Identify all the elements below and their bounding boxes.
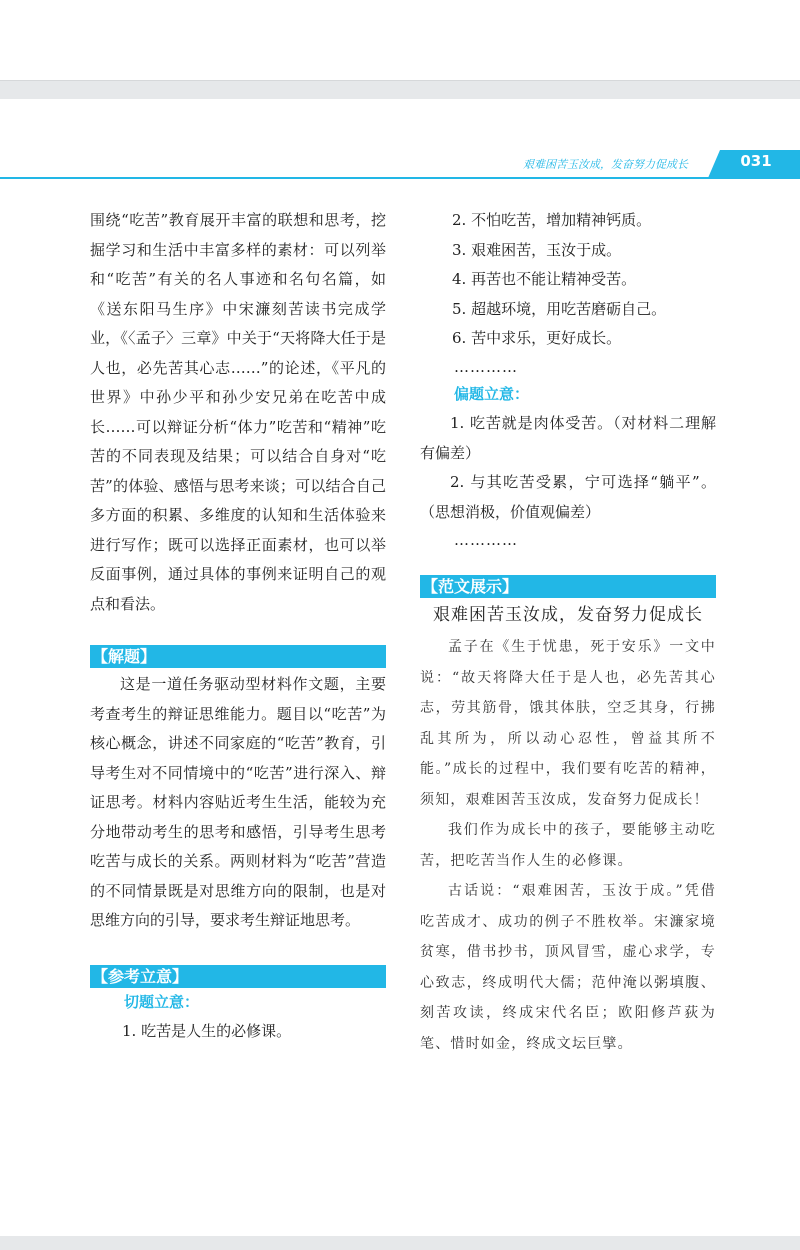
jieti-paragraph: 这是一道任务驱动型材料作文题，主要考查考生的辩证思维能力。题目以“吃苦”为核心概念，讲述不同家庭的“吃苦”教育，引导考生对不同情境中的“吃苦”进行深入、辩证思考。材料内容贴近考生生活，能较为充分地带动考生的思考和感悟，引导考生思考吃苦与成长的关系。两则材料为“吃苦”营造的不同情景既是对思维方向的限制，也是对思维方向的引导，要求考生辩证地思考。 — [90, 675, 386, 929]
essay-paragraph: 古话说：“艰难困苦，玉汝于成。”凭借吃苦成才、成功的例子不胜枚举。宋濂家境贫寒，借书抄书，顶风冒雪，虚心求学，专心致志，终成明代大儒；范仲淹以粥填腹、刻苦攻读，终成宋代名臣；欧阳修芦荻为笔、惜时如金，终成文坛巨擘。 — [420, 883, 716, 1052]
ellipsis: ………… — [454, 357, 518, 376]
header-rule — [0, 177, 800, 179]
page-top-margin — [0, 0, 800, 80]
pianti-label: 偏题立意： — [454, 384, 530, 403]
intro-paragraph: 围绕“吃苦”教育展开丰富的联想和思考，挖掘学习和生活中丰富多样的素材：可以列举和“吃苦”有关的名人事迹和名句名篇，如《送东阳马生序》中宋濂刻苦读书完成学业，《〈孟子〉三章》中关于“天将降大任于是人也，必先苦其心志……”的论述，《平凡的世界》中孙少平和孙少安兄弟在吃苦中成长……可以辩证分析“体力”吃苦和“精神”吃苦的不同表现及结果；可以结合自身对“吃苦”的体验、感悟与思考来谈；可以结合自己多方面的积累、多维度的认知和生活体验来进行写作；既可以选择正面素材，也可以举反面事例，通过具体的事例来证明自己的观点和看法。 — [90, 211, 386, 613]
list-item: 2. 不怕吃苦，增加精神钙质。 — [452, 211, 652, 229]
page-bottom-band — [0, 1236, 800, 1250]
page-number: 031 — [740, 152, 772, 170]
list-item: 3. 艰难困苦，玉汝于成。 — [452, 240, 622, 259]
page-gap-band — [0, 80, 800, 99]
section-header-cankao: 【参考立意】 — [90, 965, 386, 988]
right-column — [420, 206, 716, 1059]
qieti-label: 切题立意： — [124, 992, 200, 1011]
list-item: 6. 苦中求乐，更好成长。 — [452, 329, 622, 347]
list-item: 4. 再苦也不能让精神受苦。 — [452, 270, 637, 288]
running-title: 艰难困苦玉汝成，发奋努力促成长 — [523, 158, 688, 171]
section-header-jieti: 【解题】 — [90, 645, 386, 668]
ellipsis: ………… — [454, 531, 518, 549]
list-item: 5. 超越环境，用吃苦磨砺自己。 — [452, 299, 667, 318]
pianti-item: 1. 吃苦就是肉体受苦。（对材料二理解有偏差） — [420, 414, 716, 462]
essay-paragraph: 我们作为成长中的孩子，要能够主动吃苦，把吃苦当作人生的必修课。 — [420, 822, 716, 869]
left-column — [90, 206, 386, 1047]
essay-title: 艰难困苦玉汝成，发奋努力促成长 — [433, 605, 703, 625]
pianti-item: 2. 与其吃苦受累，宁可选择“躺平”。（思想消极，价值观偏差） — [420, 473, 716, 521]
list-item: 1. 吃苦是人生的必修课。 — [122, 1022, 292, 1040]
essay-paragraph: 孟子在《生于忧患，死于安乐》一文中说：“故天将降大任于是人也，必先苦其心志，劳其筋骨，饿其体肤，空乏其身，行拂乱其所为，所以动心忍性，曾益其所不能。”成长的过程中，我们要有吃苦的精神，须知，艰难困苦玉汝成，发奋努力促成长！ — [420, 639, 716, 808]
section-header-fanwen: 【范文展示】 — [420, 575, 716, 598]
